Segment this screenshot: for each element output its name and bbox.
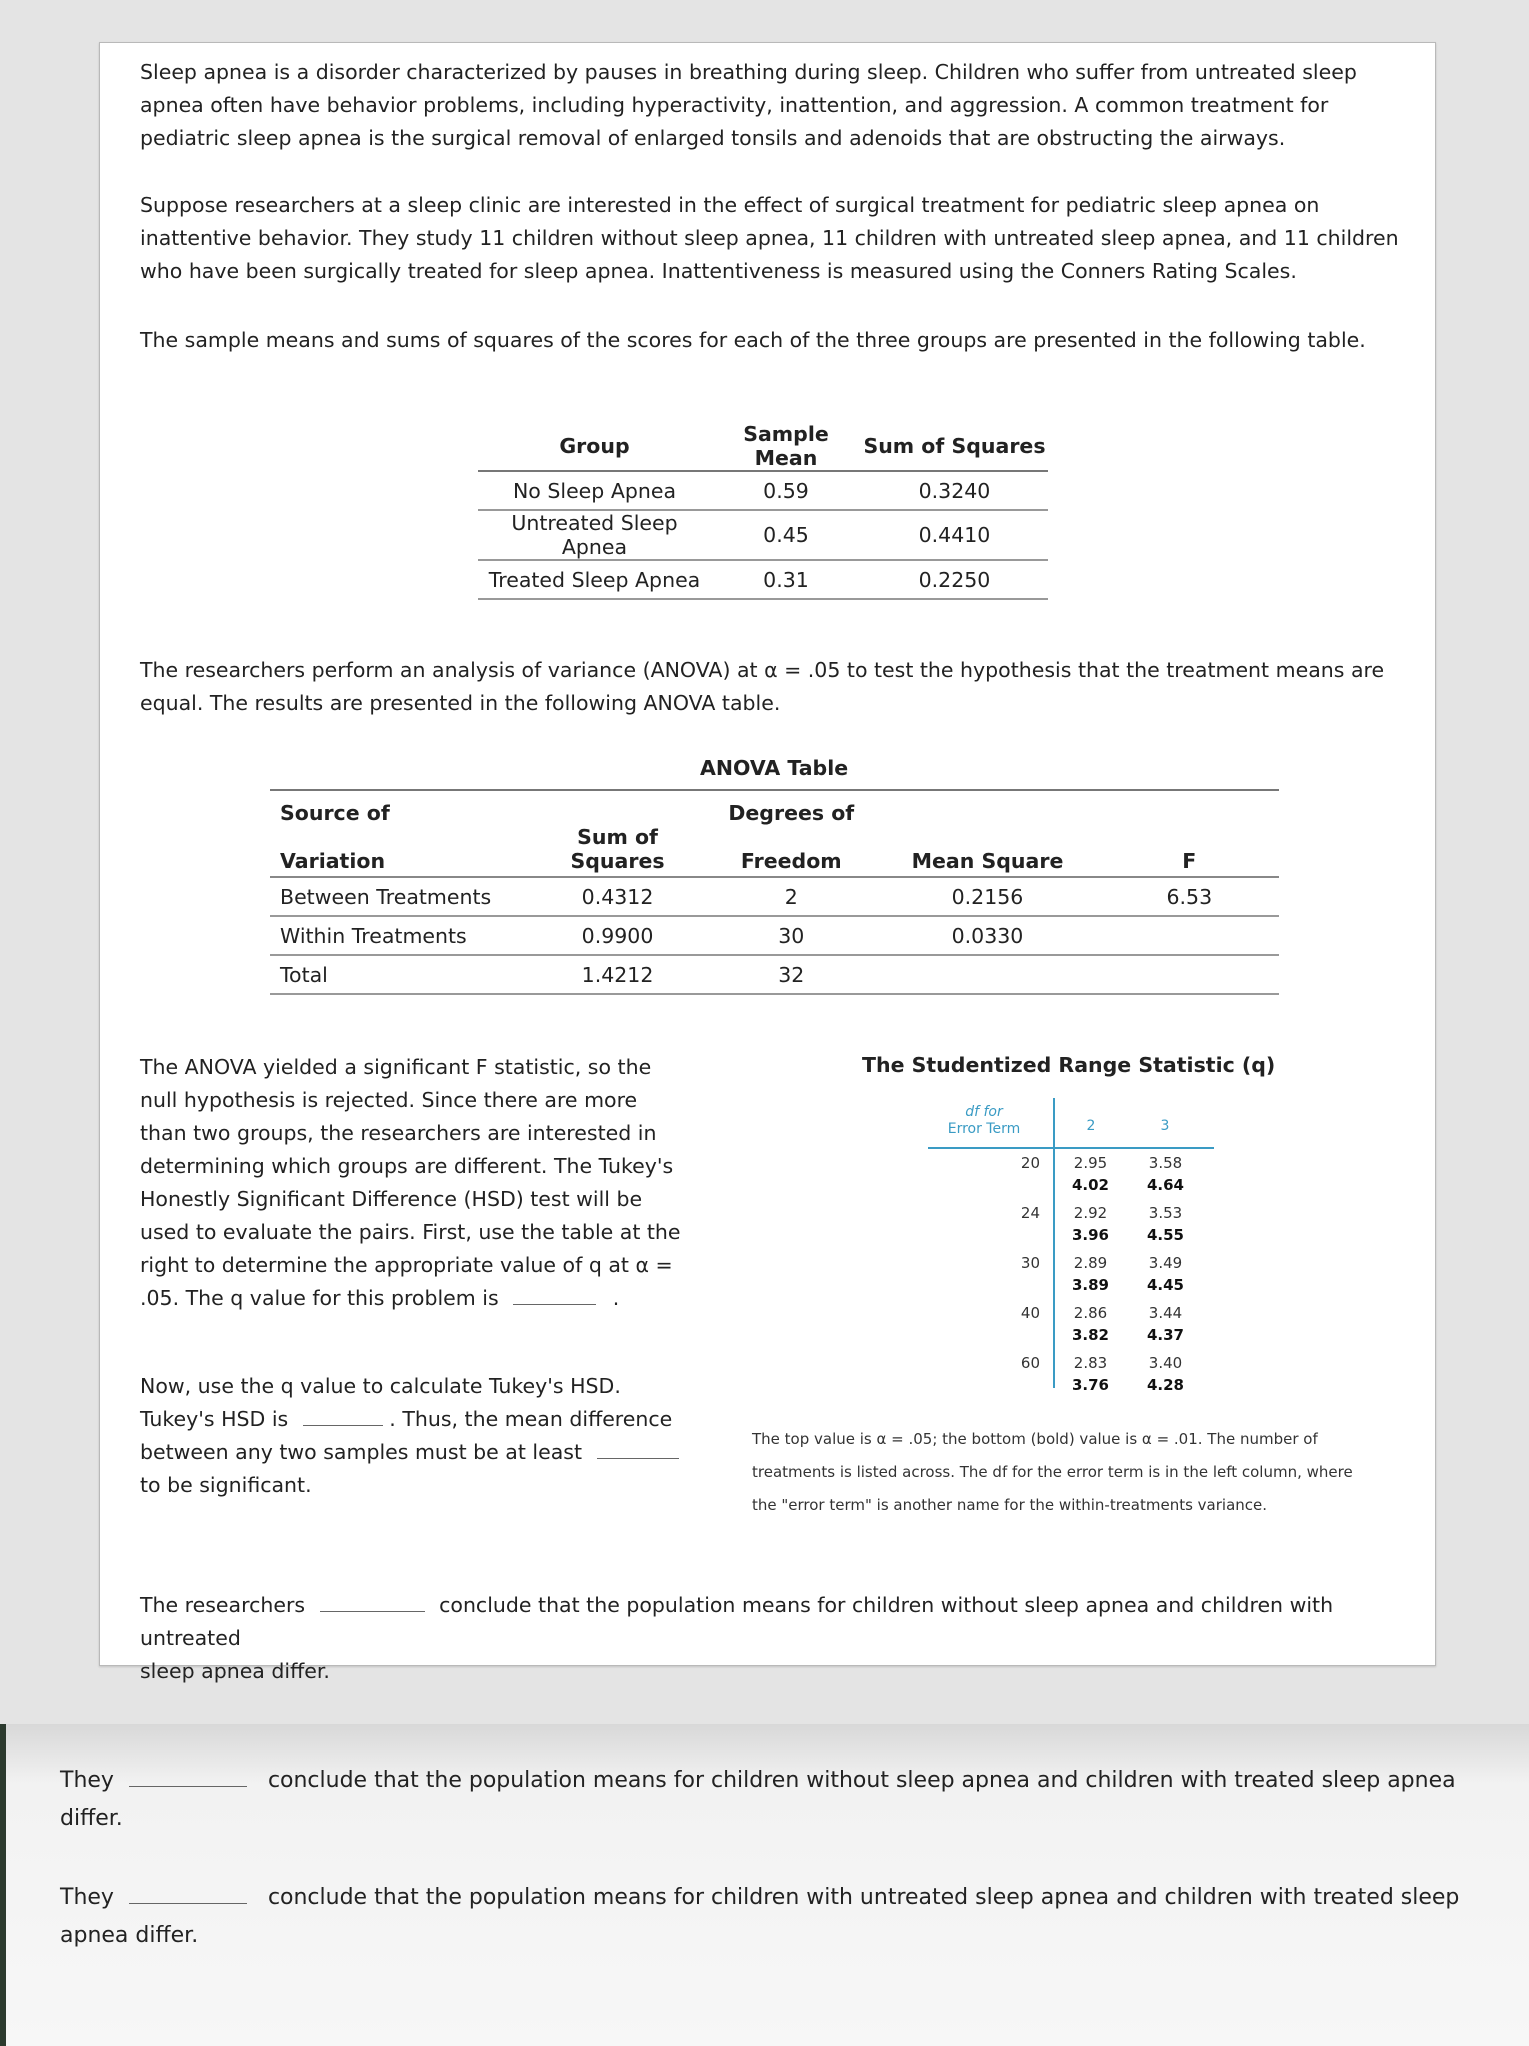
conclusion-text: The researchers [140, 1593, 306, 1617]
q-table [928, 1098, 1218, 1398]
q-df-header [928, 1104, 1040, 1138]
table-row [478, 510, 1048, 560]
q-value: 2.95 [1073, 1154, 1108, 1172]
hsd-line: . Thus, the mean difference [389, 1407, 673, 1431]
q-value: 3.49 [1148, 1254, 1183, 1272]
cell: 32 [707, 955, 875, 994]
hsd-line: .05. The q value for this problem is [140, 1286, 499, 1310]
hsd-line: than two groups, the researchers are interested in [140, 1121, 657, 1145]
q-value: 2.86 [1073, 1304, 1108, 1322]
hsd-line: right to determine the appropriate value of q at α = [140, 1253, 673, 1277]
q-treatment-header: 3 [1160, 1118, 1170, 1134]
q-value-answer-field[interactable] [513, 1284, 596, 1306]
anova-header-ss-1 [528, 790, 707, 825]
cell: 0.2250 [861, 560, 1048, 599]
cell: 0.31 [711, 560, 861, 599]
cell [1100, 955, 1279, 994]
hsd-line: . [612, 1286, 620, 1310]
window-edge [0, 1724, 6, 2046]
q-df: 20 [1020, 1154, 1040, 1172]
q-divider-horizontal [928, 1147, 1214, 1149]
q-value-bold: 4.55 [1146, 1226, 1184, 1244]
hsd-line: to be significant. [140, 1473, 312, 1497]
conclusion-text: apnea differ. [60, 1923, 199, 1948]
conclusion-text: differ. [60, 1806, 123, 1831]
q-value: 3.58 [1148, 1154, 1183, 1172]
q-table-title: The Studentized Range Statistic (q) [862, 1053, 1276, 1077]
conclusion-1 [140, 1589, 1410, 1688]
q-value-bold: 4.02 [1071, 1176, 1109, 1194]
table-row [478, 560, 1048, 599]
cell: 30 [707, 916, 875, 955]
means-header-mean: Sample Mean [711, 422, 861, 471]
anova-header-df-2: Freedom [707, 825, 875, 877]
q-df: 40 [1020, 1304, 1040, 1322]
cell [1100, 916, 1279, 955]
q-value-bold: 4.64 [1146, 1176, 1184, 1194]
conclusion-3 [60, 1879, 1500, 1955]
cell: 0.45 [711, 510, 861, 560]
table-row [270, 916, 1279, 955]
conclusion-text: conclude that the population means for children without sleep apnea and children with untreated [140, 1593, 1334, 1650]
q-value-line [140, 1282, 700, 1315]
means-header-ss: Sum of Squares [861, 422, 1048, 471]
conclusion-text: They [60, 1768, 114, 1793]
anova-header-f-2: F [1100, 825, 1279, 877]
intro-paragraph-3: The sample means and sums of squares of the scores for each of the three groups are presented in the following table. [140, 328, 1366, 352]
q-value-bold: 3.76 [1071, 1376, 1109, 1394]
hsd-line: Tukey's HSD is [140, 1407, 289, 1431]
cell: No Sleep Apnea [478, 471, 711, 510]
conclusion-text: conclude that the population means for children with untreated sleep apnea and children with treated sleep [267, 1885, 1460, 1910]
q-df: 60 [1020, 1354, 1040, 1372]
q-df-header-line: Error Term [947, 1121, 1021, 1137]
min-difference-answer-field[interactable] [597, 1438, 679, 1460]
q-value: 3.53 [1148, 1204, 1183, 1222]
anova-header-df-1: Degrees of [728, 801, 855, 825]
conclusion-text: sleep apnea differ. [140, 1659, 330, 1683]
means-header-group: Group [478, 422, 711, 471]
anova-header-ms-2: Mean Square [875, 825, 1099, 877]
note-line: the "error term" is another name for the within-treatments variance. [752, 1496, 1268, 1514]
cell: 0.0330 [875, 916, 1099, 955]
table-row [270, 955, 1279, 994]
anova-header-ms-1 [875, 790, 1099, 825]
cell: Treated Sleep Apnea [478, 560, 711, 599]
hsd-line: used to evaluate the pairs. First, use the table at the [140, 1220, 681, 1244]
q-table-note [752, 1423, 1392, 1522]
q-df: 30 [1020, 1254, 1040, 1272]
cell: 0.59 [711, 471, 861, 510]
q-value-bold: 4.37 [1146, 1326, 1184, 1344]
table-row [270, 877, 1279, 916]
cell: Within Treatments [270, 916, 528, 955]
note-line: The top value is α = .05; the bottom (bold) value is α = .01. The number of [752, 1430, 1318, 1448]
q-value-bold: 3.82 [1071, 1326, 1109, 1344]
hsd-calc [140, 1370, 700, 1502]
cell: Between Treatments [270, 877, 528, 916]
q-value: 3.40 [1148, 1354, 1183, 1372]
note-line: treatments is listed across. The df for the error term is in the left column, where [752, 1463, 1353, 1481]
min-diff-line [140, 1436, 700, 1469]
cell: 0.3240 [861, 471, 1048, 510]
cell [875, 955, 1099, 994]
cell: 0.4410 [861, 510, 1048, 560]
anova-header-source-2: Variation [270, 825, 528, 877]
conclusion-1-answer-field[interactable] [320, 1591, 425, 1613]
anova-table-title: ANOVA Table [700, 756, 849, 780]
hsd-line: between any two samples must be at least [140, 1440, 583, 1464]
q-value: 2.89 [1073, 1254, 1108, 1272]
conclusion-text: They [60, 1885, 114, 1910]
hsd-value-line [140, 1403, 700, 1436]
q-value-bold: 4.28 [1146, 1376, 1184, 1394]
cell: 0.2156 [875, 877, 1099, 916]
q-treatment-header: 2 [1086, 1118, 1096, 1134]
conclusion-3-answer-field[interactable] [129, 1881, 247, 1904]
cell: 6.53 [1100, 877, 1279, 916]
means-table [478, 422, 1048, 600]
anova-table [270, 789, 1279, 995]
q-value: 2.83 [1073, 1354, 1108, 1372]
q-df: 24 [1020, 1204, 1040, 1222]
q-value-bold: 3.89 [1071, 1276, 1109, 1294]
hsd-line: Honestly Significant Difference (HSD) test will be [140, 1187, 643, 1211]
cell: Total [270, 955, 528, 994]
intro-paragraph-1: Sleep apnea is a disorder characterized by pauses in breathing during sleep. Children who suffer from untreated sleep apnea often have behavior problems, including hyperactivity, inattention, and aggression. A common treatment for pediatric sleep apnea is the surgical removal of enlarged tonsils and adenoids that are obstructing the airways. [140, 60, 1357, 150]
q-value-bold: 4.45 [1146, 1276, 1184, 1294]
anova-intro: The researchers perform an analysis of variance (ANOVA) at α = .05 to test the hypothesis that the treatment means are equal. The results are presented in the following ANOVA table. [140, 658, 1385, 715]
anova-header-f-1 [1100, 790, 1279, 825]
q-value: 2.92 [1073, 1204, 1108, 1222]
cell: 1.4212 [528, 955, 707, 994]
q-df-header-line: df for [965, 1104, 1003, 1120]
anova-header-ss-2: Sum of Squares [528, 825, 707, 877]
hsd-answer-field[interactable] [303, 1405, 383, 1427]
conclusion-2-answer-field[interactable] [129, 1764, 247, 1787]
hsd-instructions [140, 1051, 700, 1315]
cell: 0.4312 [528, 877, 707, 916]
cell: 0.9900 [528, 916, 707, 955]
q-divider-vertical [1053, 1098, 1055, 1388]
table-row [478, 471, 1048, 510]
conclusion-text: conclude that the population means for children without sleep apnea and children with treated sleep apnea [267, 1768, 1456, 1793]
anova-header-source-1: Source of [280, 801, 390, 825]
hsd-line: The ANOVA yielded a significant F statistic, so the [140, 1055, 652, 1079]
conclusion-2 [60, 1762, 1500, 1838]
hsd-line: determining which groups are different. The Tukey's [140, 1154, 674, 1178]
q-value: 3.44 [1148, 1304, 1183, 1322]
intro-paragraph-2: Suppose researchers at a sleep clinic are interested in the effect of surgical treatment for pediatric sleep apnea on inattentive behavior. They study 11 children without sleep apnea, 11 children with untreated sleep apnea, and 11 children who have been surgically treated for sleep apnea. Inattentiveness is measured using the Conners Rating Scales. [140, 193, 1399, 283]
cell: Untreated Sleep Apnea [478, 510, 711, 560]
hsd-line: null hypothesis is rejected. Since there are more [140, 1088, 638, 1112]
cell: 2 [707, 877, 875, 916]
q-value-bold: 3.96 [1071, 1226, 1109, 1244]
hsd-line: Now, use the q value to calculate Tukey's HSD. [140, 1374, 621, 1398]
